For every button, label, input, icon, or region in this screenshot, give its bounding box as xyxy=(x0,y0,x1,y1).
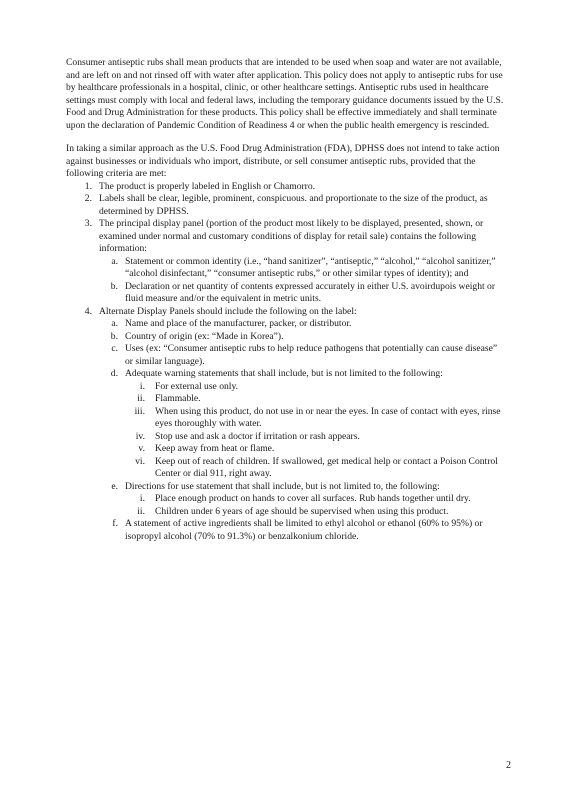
roman-numeral: i. xyxy=(139,380,145,392)
roman-list-item xyxy=(66,381,505,394)
roman-list-item xyxy=(66,506,505,519)
sub-list-letter: c. xyxy=(111,343,118,354)
sub-list-letter: a. xyxy=(111,255,118,267)
roman-list-item xyxy=(66,393,505,406)
list-item xyxy=(66,193,505,218)
sub-list-text: Declaration or net quantity of contents expressed accurately in either U.S. avoirdupois weight or fluid measure and/or the equivalent in metric units. xyxy=(125,280,496,304)
list-item-text: The principal display panel (portion of the product most likely to be displayed, presented, shown, or examined under normal and customary conditions of display for retail sale) contains the following information: xyxy=(99,218,484,254)
sub-list-text: Directions for use statement that shall include, but is not limited to, the following: xyxy=(125,480,440,492)
sub-list-item xyxy=(66,518,505,543)
roman-numeral: ii. xyxy=(137,505,145,517)
roman-numeral: iv. xyxy=(135,430,145,442)
sub-list-text: Statement or common identity (i.e., “hand sanitizer”, “antiseptic,” “alcohol,” “alcohol sanitizer,” “alcohol disinfectant,” “consumer antiseptic rubs,” or other similar types of identity); and xyxy=(125,255,496,279)
sub-list-item xyxy=(66,368,505,381)
roman-list-text: Keep away from heat or flame. xyxy=(155,443,275,454)
roman-list-text: Stop use and ask a doctor if irritation or rash appears. xyxy=(155,430,360,442)
criteria-list xyxy=(66,181,505,544)
roman-list-text: For external use only. xyxy=(155,380,239,392)
list-number: 2. xyxy=(84,193,92,204)
sub-list-text: Name and place of the manufacturer, packer, or distributor. xyxy=(125,318,352,329)
roman-numeral: i. xyxy=(139,493,145,504)
roman-list-item xyxy=(66,493,505,506)
list-number: 3. xyxy=(84,218,92,229)
roman-list-item xyxy=(66,456,505,481)
paragraph-approach: In taking a similar approach as the U.S. Food Drug Administration (FDA), DPHSS does not intend to take action against businesses or individuals who import, distribute, or sell consumer antiseptic rubs, provided that the following criteria are met: xyxy=(66,143,500,179)
list-item xyxy=(66,181,505,194)
roman-numeral: vi. xyxy=(135,455,145,467)
sub-list-item xyxy=(66,256,505,281)
roman-list-text: Children under 6 years of age should be supervised when using this product. xyxy=(155,505,449,517)
sub-list-letter: f. xyxy=(112,518,118,529)
roman-list-item xyxy=(66,443,505,456)
list-item xyxy=(66,218,505,256)
list-item xyxy=(66,306,505,319)
sub-list-text: Adequate warning statements that shall include, but is not limited to the following: xyxy=(125,368,443,379)
sub-list-text: A statement of active ingredients shall be limited to ethyl alcohol or ethanol (60% to 95%) or isopropyl alcohol (70% to 91.3%) or benzalkonium chloride. xyxy=(125,518,483,542)
sub-list-item xyxy=(66,343,505,368)
paragraph-scope: Consumer antiseptic rubs shall mean products that are intended to be used when soap and water are not available, and are left on and not rinsed off with water after application. This policy does not apply to antiseptic rubs for use by healthcare professionals in a hospital, clinic, or other healthcare settings. Antiseptic rubs used in healthcare settings must comply with local and federal laws, including the temporary guidance documents issued by the U.S. Food and Drug Administration for these products. This policy shall be effective immediately and shall terminate upon the declaration of Pandemic Condition of Readiness 4 or when the public health emergency is rescinded. xyxy=(66,57,504,131)
list-number: 1. xyxy=(84,180,92,192)
roman-list-text: Place enough product on hands to cover all surfaces. Rub hands together until dry. xyxy=(155,493,471,504)
list-item-text: The product is properly labeled in English or Chamorro. xyxy=(99,180,316,192)
sub-list-item xyxy=(66,481,505,494)
roman-list-item xyxy=(66,406,505,431)
roman-numeral: v. xyxy=(138,443,145,454)
roman-numeral: iii. xyxy=(134,405,145,417)
roman-list-text: When using this product, do not use in or near the eyes. In case of contact with eyes, rinse eyes thoroughly with water. xyxy=(155,405,501,429)
sub-list-text: Country of origin (ex: “Made in Korea”). xyxy=(125,330,284,342)
sub-list-item xyxy=(66,318,505,331)
sub-list-letter: a. xyxy=(111,318,118,329)
roman-list-text: Flammable. xyxy=(155,393,201,404)
sub-list-item xyxy=(66,331,505,344)
list-number: 4. xyxy=(84,305,92,317)
sub-list-text: Uses (ex: “Consumer antiseptic rubs to help reduce pathogens that potentially can cause disease” or similar language). xyxy=(125,343,498,367)
sub-list-item xyxy=(66,281,505,306)
sub-list-letter: b. xyxy=(110,280,118,292)
sub-list-letter: b. xyxy=(110,330,118,342)
list-item-text: Labels shall be clear, legible, prominent, conspicuous. and proportionate to the size of the product, as determined by DPHSS. xyxy=(99,193,488,217)
list-item-text: Alternate Display Panels should include the following on the label: xyxy=(99,305,357,317)
roman-list-item xyxy=(66,431,505,444)
roman-list-text: Keep out of reach of children. If swallowed, get medical help or contact a Poison Control Center or dial 911, right away. xyxy=(155,455,498,479)
sub-list-letter: d. xyxy=(110,368,118,379)
page-number: 2 xyxy=(506,760,511,771)
roman-numeral: ii. xyxy=(137,393,145,404)
sub-list-letter: e. xyxy=(111,480,118,492)
